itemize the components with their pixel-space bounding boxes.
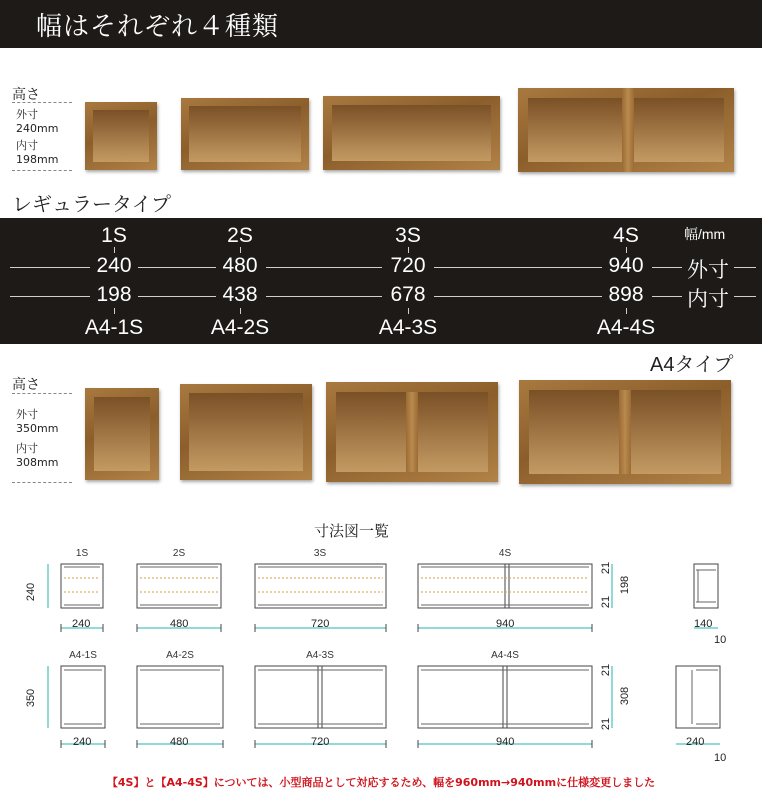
unit-label: 幅/mm	[684, 226, 726, 242]
band-line	[138, 267, 216, 268]
spec-change-notice: 【4S】と【A4-4S】については、小型商品として対応するため、幅を960mm→940mmに仕様変更しました	[106, 776, 656, 789]
box-photo-2s	[181, 98, 309, 170]
title-bar	[0, 0, 762, 48]
diagram-thickness-bottom: 21	[600, 595, 613, 609]
diagram-title: 寸法図一覧	[314, 522, 390, 540]
band-tick	[240, 308, 241, 314]
diagram-name-a4-3s: A4-3S	[306, 650, 334, 661]
diagram-box-1s	[61, 564, 103, 608]
band-line	[138, 296, 216, 297]
divider	[12, 170, 72, 171]
inner-value: 308mm	[16, 456, 59, 469]
diagram-width-a4-4s: 940	[496, 736, 515, 748]
diagram-width-3s: 720	[311, 618, 330, 630]
diagram-box-2s	[137, 564, 221, 608]
diagram-width-a4-3s: 720	[311, 736, 330, 748]
a4-type-label: A4タイプ	[650, 354, 734, 376]
divider	[12, 482, 72, 483]
diagram-thickness-top: 21	[600, 561, 613, 575]
diagram-thickness-top: 21	[600, 663, 613, 677]
page-title: 幅はそれぞれ４種類	[36, 12, 280, 42]
diagram-inner-height: 198	[619, 575, 632, 595]
size-name-4s: 4S	[613, 224, 639, 247]
diagram-name-a4-2s: A4-2S	[166, 650, 194, 661]
divider	[12, 393, 72, 394]
band-tick	[114, 247, 115, 253]
box-photo-3s	[323, 96, 500, 170]
outer-width-4s: 940	[608, 254, 644, 277]
diagram-box-a4-4s	[418, 666, 592, 728]
divider	[12, 102, 72, 103]
band-tick	[408, 247, 409, 253]
diagram-name-1s: 1S	[75, 548, 89, 559]
box-photo-4s	[518, 88, 734, 172]
size-name-a4-3s: A4-3S	[378, 316, 438, 339]
diagram-width-2s: 480	[170, 618, 189, 630]
band-line	[734, 267, 756, 268]
band-line	[10, 267, 90, 268]
diagram-thickness-bottom: 21	[600, 717, 613, 731]
diagram-inner-height: 308	[619, 686, 632, 706]
band-tick	[626, 247, 627, 253]
diagram-box-a4-2s	[137, 666, 223, 728]
size-name-3s: 3S	[395, 224, 421, 247]
outer-width-2s: 480	[222, 254, 258, 277]
diagram-depth: 240	[686, 736, 705, 748]
outer-value: 240mm	[16, 122, 59, 135]
band-line	[10, 296, 90, 297]
diagram-height-regular: 240	[25, 582, 38, 602]
inner-width-1s: 198	[96, 283, 132, 306]
box-photo-a4-1s	[85, 388, 159, 480]
inner-label: 内寸	[16, 139, 38, 152]
box-photo-a4-2s	[180, 384, 312, 480]
height-label: 高さ	[12, 87, 40, 103]
diagram-side-view	[676, 666, 720, 728]
diagram-back: 10	[714, 634, 727, 646]
diagram-name-4s: 4S	[498, 548, 512, 559]
height-label: 高さ	[12, 377, 40, 393]
outer-value: 350mm	[16, 422, 59, 435]
diagram-height-a4: 350	[25, 688, 38, 708]
size-name-2s: 2S	[227, 224, 253, 247]
band-tick	[114, 308, 115, 314]
outer-label: 外寸	[16, 108, 38, 121]
outer-label: 外寸	[16, 408, 38, 421]
inner-row-label: 内寸	[687, 288, 729, 311]
band-tick	[408, 308, 409, 314]
box-photo-1s	[85, 102, 157, 170]
band-line	[266, 267, 382, 268]
inner-width-4s: 898	[608, 283, 644, 306]
diagram-width-1s: 240	[72, 618, 91, 630]
band-line	[734, 296, 756, 297]
band-line	[266, 296, 382, 297]
size-name-a4-4s: A4-4S	[596, 316, 656, 339]
inner-width-2s: 438	[222, 283, 258, 306]
outer-width-1s: 240	[96, 254, 132, 277]
outer-row-label: 外寸	[687, 259, 729, 282]
outer-width-3s: 720	[390, 254, 426, 277]
inner-width-3s: 678	[390, 283, 426, 306]
diagram-width-a4-2s: 480	[170, 736, 189, 748]
size-name-a4-2s: A4-2S	[210, 316, 270, 339]
diagram-width-4s: 940	[496, 618, 515, 630]
diagram-name-a4-4s: A4-4S	[491, 650, 519, 661]
band-line	[652, 296, 682, 297]
box-photo-a4-3s	[326, 382, 498, 482]
band-tick	[240, 247, 241, 253]
diagram-depth: 140	[694, 618, 713, 630]
regular-type-label: レギュラータイプ	[12, 194, 171, 216]
band-line	[434, 267, 602, 268]
box-photo-a4-4s	[519, 380, 731, 484]
band-line	[434, 296, 602, 297]
band-line	[652, 267, 682, 268]
diagram-name-3s: 3S	[313, 548, 327, 559]
size-name-a4-1s: A4-1S	[84, 316, 144, 339]
diagram-box-3s	[255, 564, 386, 608]
diagram-box-a4-1s	[61, 666, 105, 728]
size-name-1s: 1S	[101, 224, 127, 247]
size-table-band	[0, 218, 762, 344]
diagram-box-a4-3s	[255, 666, 386, 728]
inner-label: 内寸	[16, 442, 38, 455]
diagram-name-2s: 2S	[172, 548, 186, 559]
diagram-width-a4-1s: 240	[73, 736, 92, 748]
band-tick	[626, 308, 627, 314]
diagram-name-a4-1s: A4-1S	[69, 650, 97, 661]
inner-value: 198mm	[16, 153, 59, 166]
dimension-diagram	[0, 540, 762, 770]
diagram-back: 10	[714, 752, 727, 764]
